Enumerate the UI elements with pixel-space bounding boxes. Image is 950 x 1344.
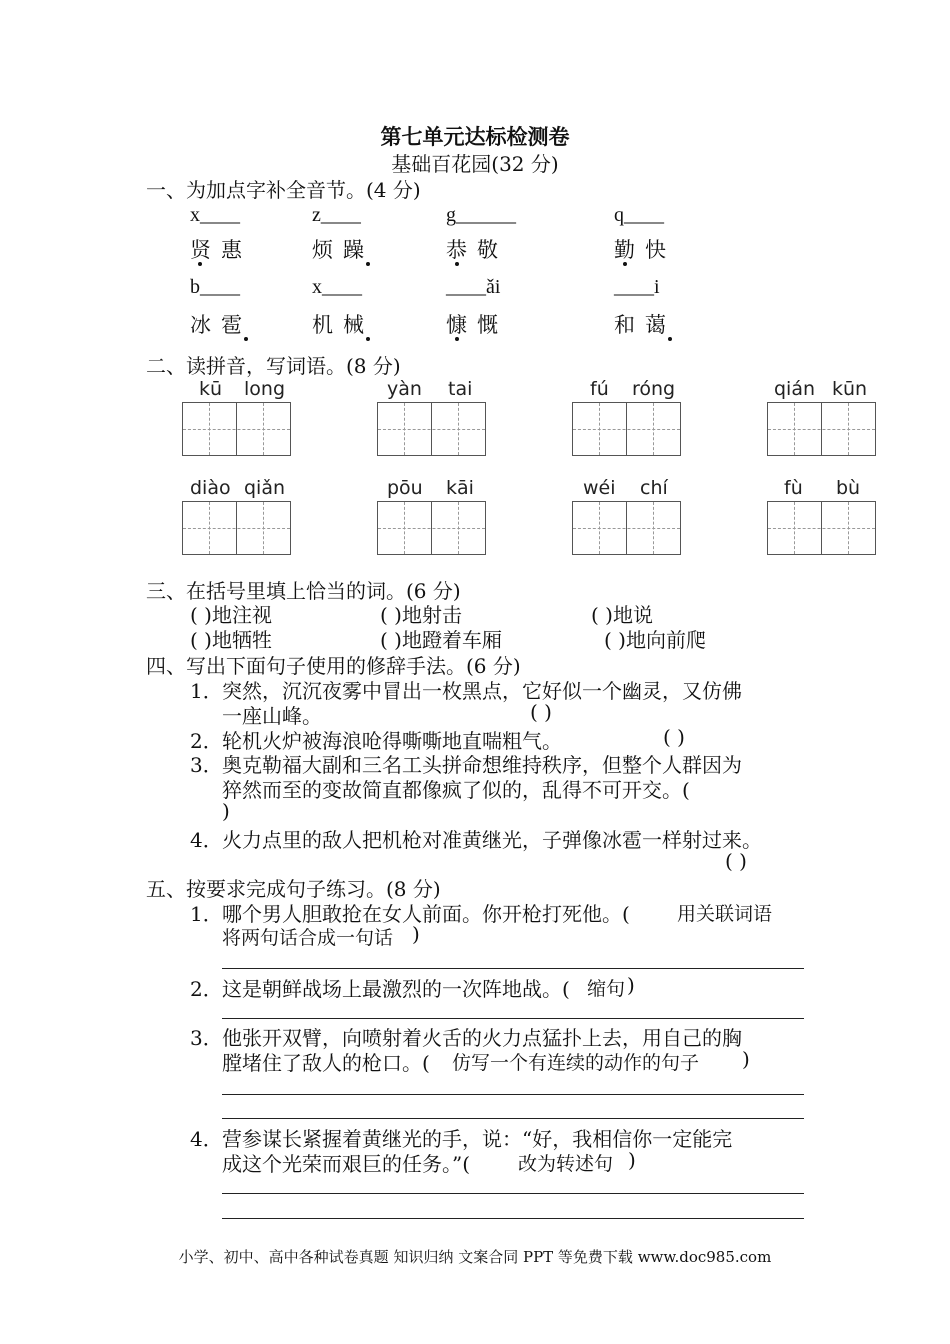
word-chars: 机械 (312, 313, 374, 337)
emphasis-dot (623, 262, 627, 266)
sentence-text: 他张开双臂，向喷射着火舌的火力点猛扑上去，用自己的胸 (222, 1026, 742, 1050)
item-number: 2． (190, 977, 223, 1001)
paren-close: ) (627, 973, 635, 997)
item-number: 4． (190, 1127, 223, 1151)
paren-close: ) (412, 922, 420, 946)
word-chars: 冰雹 (190, 313, 252, 337)
sentence-text: 火力点里的敌人把机枪对准黄继光，子弹像冰雹一样射过来。 (222, 828, 762, 852)
writing-grid[interactable] (182, 501, 291, 555)
pinyin-label: diào (190, 477, 231, 499)
q4-heading: 四、写出下面句子使用的修辞手法。(6 分) (146, 654, 521, 678)
pinyin-label: wéi (583, 477, 616, 499)
fill-blank[interactable]: ( )地注视 (190, 603, 272, 627)
q1-heading: 一、为加点字补全音节。(4 分) (146, 178, 421, 202)
answer-line[interactable] (222, 1094, 804, 1095)
answer-line[interactable] (222, 1018, 804, 1019)
fill-blank[interactable]: ( )地说 (591, 603, 653, 627)
instruction-hint: 仿写一个有连续的动作的句子 (452, 1052, 700, 1074)
pinyin-label: long (244, 378, 286, 400)
answer-line[interactable] (222, 1193, 804, 1194)
word-chars: 勤快 (614, 238, 676, 262)
instruction-hint: 将两句话合成一句话 (222, 927, 394, 949)
instruction-hint: 用关联词语 (677, 903, 773, 925)
pinyin-label: kāi (446, 477, 474, 499)
pinyin-label: qiǎn (244, 477, 286, 499)
item-number: 3． (190, 753, 223, 777)
sentence-text: 奥克勒福大副和三名工头拼命想维持秩序，但整个人群因为 (222, 753, 742, 777)
q2-heading: 二、读拼音，写词语。(8 分) (146, 354, 401, 378)
fill-blank[interactable]: ( )地蹬着车厢 (380, 628, 502, 652)
pinyin-blank: q____ (614, 204, 664, 226)
sentence-text: 成这个光荣而艰巨的任务。”( (222, 1152, 471, 1176)
pinyin-label: róng (632, 378, 676, 400)
emphasis-dot (366, 262, 370, 266)
footer-text: 小学、初中、高中各种试卷真题 知识归纳 文案合同 PPT 等免费下载 www.doc985.com (178, 1248, 772, 1266)
fill-blank[interactable]: ( )地向前爬 (604, 628, 706, 652)
pinyin-blank: b____ (190, 276, 240, 298)
page-title: 第七单元达标检测卷 (380, 125, 570, 149)
pinyin-blank: x____ (312, 276, 362, 298)
sentence-text: 轮机火炉被海浪呛得嘶嘶地直喘粗气。 (222, 729, 562, 753)
sentence-text: 猝然而至的变故简直都像疯了似的，乱得不可开交。( (222, 778, 690, 802)
pinyin-label: pōu (387, 477, 423, 499)
sentence-text: 一座山峰。 (222, 704, 322, 728)
answer-line[interactable] (222, 1118, 804, 1119)
pinyin-label: fú (590, 378, 609, 400)
pinyin-blank: ____ǎi (446, 276, 501, 298)
answer-paren-close[interactable]: ) (222, 799, 230, 823)
pinyin-blank: g______ (446, 204, 516, 226)
emphasis-dot (455, 262, 459, 266)
writing-grid[interactable] (572, 501, 681, 555)
sentence-text: 膛堵住了敌人的枪口。( (222, 1051, 430, 1075)
item-number: 2． (190, 729, 223, 753)
pinyin-label: yàn (387, 378, 422, 400)
pinyin-label: tai (448, 378, 473, 400)
emphasis-dot (244, 337, 248, 341)
emphasis-dot (198, 262, 202, 266)
instruction-hint: 缩句 (587, 978, 626, 1000)
item-number: 1． (190, 679, 223, 703)
pinyin-blank: x____ (190, 204, 240, 226)
answer-paren[interactable]: ( ) (530, 700, 552, 724)
pinyin-blank: z____ (312, 204, 361, 226)
paren-close: ) (628, 1148, 636, 1172)
emphasis-dot (668, 337, 672, 341)
page-subtitle: 基础百花园(32 分) (391, 152, 559, 176)
answer-line[interactable] (222, 968, 804, 969)
word-chars: 和蔼 (614, 313, 676, 337)
pinyin-label: chí (640, 477, 668, 499)
item-number: 4． (190, 828, 223, 852)
sentence-text: 哪个男人胆敢抢在女人前面。你开枪打死他。( (222, 902, 630, 926)
q3-heading: 三、在括号里填上恰当的词。(6 分) (146, 579, 461, 603)
writing-grid[interactable] (572, 402, 681, 456)
word-chars: 恭敬 (446, 238, 508, 262)
emphasis-dot (366, 337, 370, 341)
writing-grid[interactable] (182, 402, 291, 456)
answer-line[interactable] (222, 1218, 804, 1219)
sentence-text: 营参谋长紧握着黄继光的手，说：“好，我相信你一定能完 (222, 1127, 733, 1151)
pinyin-label: kū (199, 378, 223, 400)
fill-blank[interactable]: ( )地牺牲 (190, 628, 272, 652)
word-chars: 烦躁 (312, 238, 374, 262)
word-chars: 贤惠 (190, 238, 252, 262)
pinyin-label: qián (774, 378, 816, 400)
item-number: 1． (190, 902, 223, 926)
instruction-hint: 改为转述句 (518, 1153, 614, 1175)
emphasis-dot (455, 337, 459, 341)
writing-grid[interactable] (767, 501, 876, 555)
pinyin-blank: ____i (614, 276, 660, 298)
writing-grid[interactable] (377, 501, 486, 555)
paren-close: ) (742, 1047, 750, 1071)
writing-grid[interactable] (767, 402, 876, 456)
pinyin-label: fù (784, 477, 803, 499)
pinyin-label: kūn (832, 378, 868, 400)
q5-heading: 五、按要求完成句子练习。(8 分) (146, 877, 441, 901)
answer-paren[interactable]: ( ) (725, 849, 747, 873)
pinyin-label: bù (836, 477, 861, 499)
sentence-text: 这是朝鲜战场上最激烈的一次阵地战。( (222, 977, 570, 1001)
writing-grid[interactable] (377, 402, 486, 456)
word-chars: 慷慨 (446, 313, 508, 337)
sentence-text: 突然，沉沉夜雾中冒出一枚黑点，它好似一个幽灵，又仿佛 (222, 679, 742, 703)
fill-blank[interactable]: ( )地射击 (380, 603, 462, 627)
answer-paren[interactable]: ( ) (663, 725, 685, 749)
item-number: 3． (190, 1026, 223, 1050)
